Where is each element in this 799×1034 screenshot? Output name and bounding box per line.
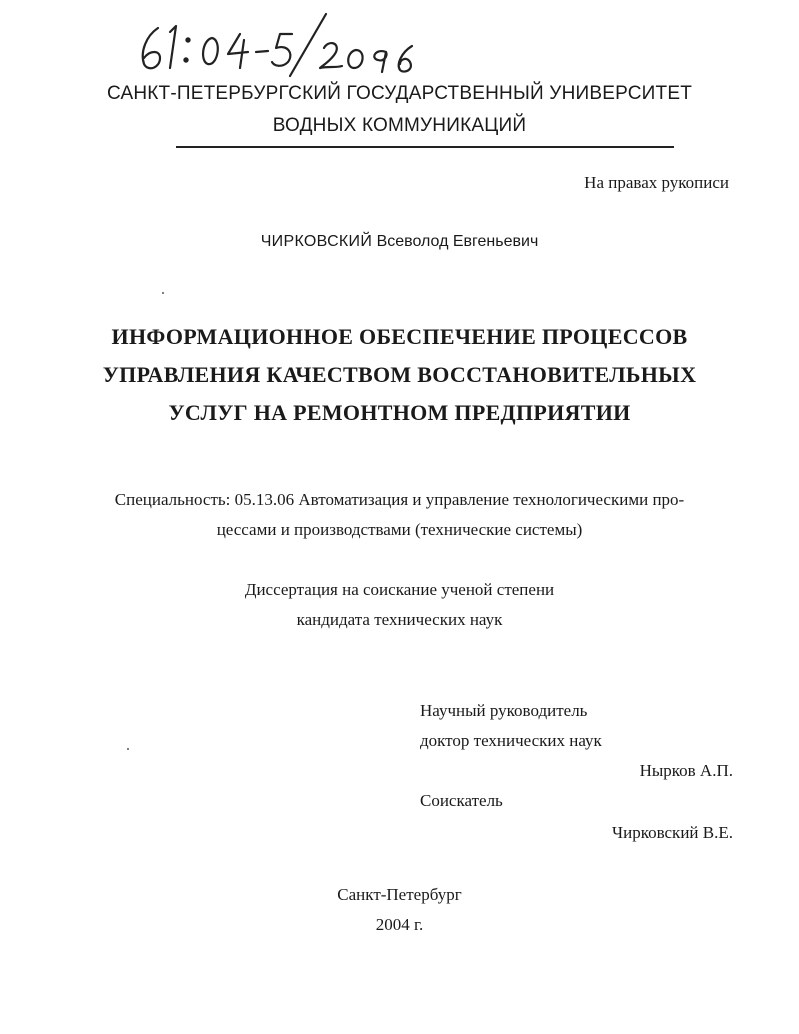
applicant-name: Чирковский В.Е.	[612, 823, 733, 842]
scan-speck	[162, 292, 164, 294]
specialty-line-1: Специальность: 05.13.06 Автоматизация и управление технологическими про-	[114, 490, 685, 509]
specialty-line-2: цессами и производствами (технические системы)	[216, 520, 583, 539]
handwritten-catalog-number	[130, 10, 430, 80]
degree-line-1: Диссертация на соискание ученой степени	[244, 580, 555, 599]
university-name	[0, 78, 799, 142]
supervisor-name: Нырков А.П.	[639, 761, 733, 780]
year: 2004 г.	[375, 915, 424, 934]
supervisor-role: Научный руководитель	[420, 701, 588, 720]
degree-statement	[0, 575, 799, 635]
scan-speck	[127, 748, 129, 750]
university-line-1: САНКТ-ПЕТЕРБУРГСКИЙ ГОСУДАРСТВЕННЫЙ УНИВЕРСИТЕТ	[106, 83, 693, 104]
author-surname: ЧИРКОВСКИЙ	[260, 233, 373, 250]
title-line-3: УСЛУГ НА РЕМОНТНОМ ПРЕДПРИЯТИИ	[168, 400, 631, 425]
title-line-2: УПРАВЛЕНИЯ КАЧЕСТВОМ ВОССТАНОВИТЕЛЬНЫХ	[102, 362, 697, 387]
author-given-names: Всеволод Евгеньевич	[376, 233, 539, 250]
university-line-2: ВОДНЫХ КОММУНИКАЦИЙ	[272, 115, 527, 136]
degree-line-2: кандидата технических наук	[296, 610, 503, 629]
specialty	[0, 485, 799, 545]
place-and-year	[0, 880, 799, 940]
city: Санкт-Петербург	[337, 885, 462, 904]
supervisor-degree: доктор технических наук	[420, 731, 602, 750]
handwritten-number-text: 61: 04-5/2096	[130, 78, 136, 79]
rights-note: На правах рукописи	[584, 173, 729, 192]
dissertation-title	[0, 318, 799, 432]
applicant-role: Соискатель	[420, 791, 503, 810]
header-divider	[176, 146, 674, 148]
author-name	[0, 233, 799, 251]
title-line-1: ИНФОРМАЦИОННОЕ ОБЕСПЕЧЕНИЕ ПРОЦЕССОВ	[111, 324, 688, 349]
